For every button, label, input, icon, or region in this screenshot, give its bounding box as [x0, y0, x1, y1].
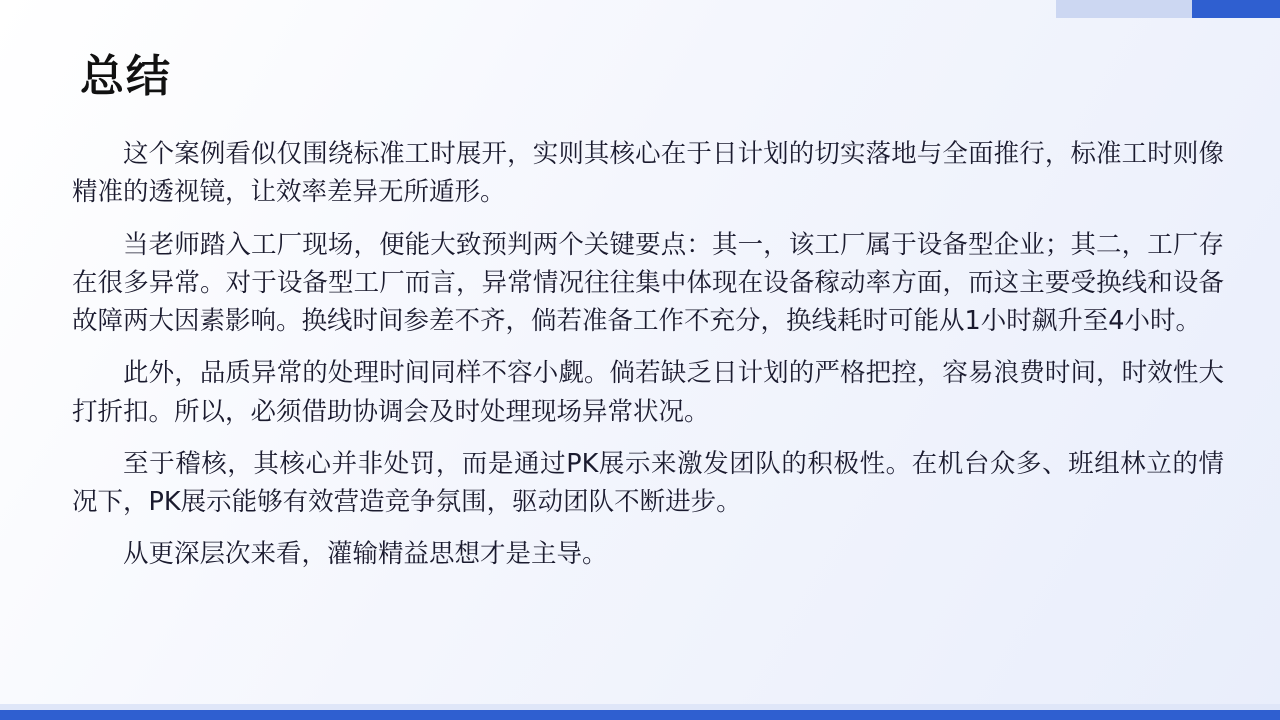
body-paragraph: 当老师踏入工厂现场，便能大致预判两个关键要点：其一，该工厂属于设备型企业；其二，工厂存在很多异常。对于设备型工厂而言，异常情况往往集中体现在设备稼动率方面，而这主要受换线和设备故障两大因素影响。换线时间参差不齐，倘若准备工作不充分，换线耗时可能从1小时飙升至4小时。 — [72, 229, 1224, 336]
body-paragraph: 这个案例看似仅围绕标准工时展开，实则其核心在于日计划的切实落地与全面推行，标准工时则像精准的透视镜，让效率差异无所遁形。 — [72, 139, 1224, 208]
page-title: 总结 — [80, 51, 172, 102]
top-right-accent-bar-light — [1056, 0, 1192, 18]
top-right-accent-bar-dark — [1192, 0, 1280, 18]
body-paragraph: 至于稽核，其核心并非处罚，而是通过PK展示来激发团队的积极性。在机台众多、班组林立的情况下，PK展示能够有效营造竞争氛围，驱动团队不断进步。 — [72, 448, 1224, 517]
body-paragraph: 此外，品质异常的处理时间同样不容小觑。倘若缺乏日计划的严格把控，容易浪费时间，时效性大打折扣。所以，必须借助协调会及时处理现场异常状况。 — [72, 358, 1224, 427]
bottom-accent-strip-dark — [0, 710, 1280, 720]
slide-body — [72, 135, 1224, 588]
body-paragraph: 从更深层次来看，灌输精益思想才是主导。 — [123, 539, 608, 570]
